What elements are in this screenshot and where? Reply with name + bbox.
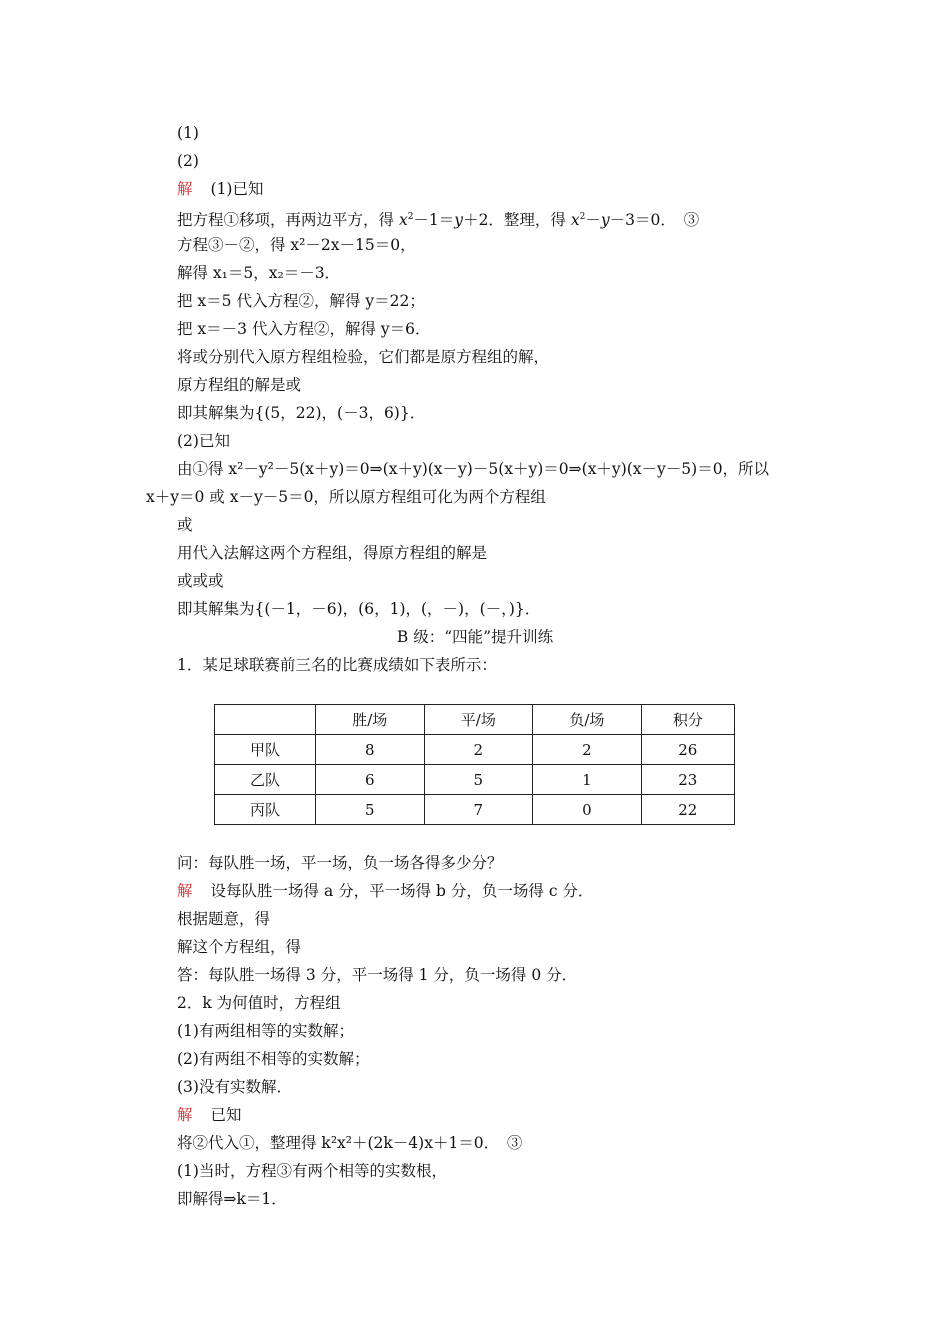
solution-label: 解 bbox=[177, 882, 193, 900]
table-cell: 5 bbox=[424, 765, 533, 795]
table-header: 胜/场 bbox=[316, 705, 425, 735]
text: －3＝0． ③ bbox=[609, 211, 700, 229]
solution-line bbox=[177, 179, 263, 199]
answer-1-solve: 解这个方程组，得 bbox=[177, 938, 302, 956]
exp: 2 bbox=[579, 212, 586, 222]
answer-1-final: 答：每队胜一场得 3 分，平一场得 1 分，负一场得 0 分． bbox=[177, 966, 578, 984]
step-solution-set: 即其解集为{(5，22)，(－3，6)}． bbox=[177, 404, 426, 422]
step-roots: 解得 x₁＝5，x₂＝－3． bbox=[177, 264, 341, 282]
answer-2-case-1: (1)当时，方程③有两个相等的实数根， bbox=[177, 1162, 447, 1180]
step-subtract: 方程③－②，得 x²－2x－15＝0， bbox=[177, 236, 416, 254]
table-cell: 23 bbox=[641, 765, 734, 795]
table-row bbox=[215, 765, 735, 795]
step-sub-5: 把 x＝5 代入方程②，解得 y＝22； bbox=[177, 292, 425, 310]
answer-1-setup bbox=[177, 881, 593, 901]
part2-or: 或 bbox=[177, 516, 193, 534]
answer-1-text: 设每队胜一场得 a 分，平一场得 b 分，负一场得 c 分． bbox=[210, 882, 594, 900]
var: x bbox=[398, 211, 408, 229]
table-row bbox=[215, 735, 735, 765]
part2-split: x＋y＝0 或 x－y－5＝0，所以原方程组可化为两个方程组 bbox=[146, 488, 546, 506]
table-header: 积分 bbox=[641, 705, 734, 735]
question-2-part-1: (1)有两组相等的实数解； bbox=[177, 1022, 354, 1040]
text: 把方程①移项，再两边平方，得 bbox=[177, 211, 399, 229]
table-cell: 甲队 bbox=[215, 735, 316, 765]
step-check: 将或分别代入原方程组检验，它们都是原方程组的解， bbox=[177, 348, 550, 366]
solution-text: (1)已知 bbox=[210, 180, 264, 198]
step-sub-neg3: 把 x＝－3 代入方程②，解得 y＝6． bbox=[177, 320, 431, 338]
table-cell: 0 bbox=[533, 795, 642, 825]
text: － bbox=[585, 211, 601, 229]
exp: 2 bbox=[407, 212, 414, 222]
answer-1-step: 根据题意，得 bbox=[177, 910, 271, 928]
question-1: 1．某足球联赛前三名的比赛成绩如下表所示： bbox=[177, 656, 497, 674]
part2-known: (2)已知 bbox=[177, 432, 230, 450]
question-1-ask: 问：每队胜一场，平一场，负一场各得多少分？ bbox=[177, 854, 503, 872]
question-2-part-3: (3)没有实数解． bbox=[177, 1078, 292, 1096]
table-cell: 7 bbox=[424, 795, 533, 825]
text: ＋2．整理，得 bbox=[463, 211, 571, 229]
table-cell: 8 bbox=[316, 735, 425, 765]
part2-solutions: 或或或 bbox=[177, 572, 224, 590]
var: y bbox=[454, 211, 464, 229]
answer-2-substitute: 将②代入①，整理得 k²x²＋(2k－4)x＋1＝0． ③ bbox=[177, 1134, 523, 1152]
results-table bbox=[214, 704, 735, 825]
answer-2-text: 已知 bbox=[210, 1106, 242, 1124]
table-cell: 26 bbox=[641, 735, 734, 765]
table-header-row bbox=[215, 705, 735, 735]
table-cell: 5 bbox=[316, 795, 425, 825]
answer-2-result: 即解得⇒k＝1． bbox=[177, 1190, 287, 1208]
var: x bbox=[570, 211, 580, 229]
table-header: 负/场 bbox=[533, 705, 642, 735]
question-2: 2．k 为何值时，方程组 bbox=[177, 994, 341, 1012]
part2-factor: 由①得 x²－y²－5(x＋y)＝0⇒(x＋y)(x－y)－5(x＋y)＝0⇒(x＋y)(x－y－5)＝0，所以 bbox=[177, 460, 770, 478]
part-2-label: (2) bbox=[177, 152, 199, 170]
table-cell: 2 bbox=[533, 735, 642, 765]
table-header: 平/场 bbox=[424, 705, 533, 735]
part2-solution-set: 即其解集为{(－1，－6)，(6，1)，(，－)，(－，)}． bbox=[177, 600, 541, 618]
part-1-label: (1) bbox=[177, 124, 199, 142]
solution-label: 解 bbox=[177, 180, 193, 198]
answer-2-known bbox=[177, 1105, 242, 1125]
step-solutions: 原方程组的解是或 bbox=[177, 376, 302, 394]
table-cell: 2 bbox=[424, 735, 533, 765]
section-heading: B 级：“四能”提升训练 bbox=[396, 628, 554, 646]
table-header bbox=[215, 705, 316, 735]
table-cell: 6 bbox=[316, 765, 425, 795]
step-square bbox=[177, 207, 699, 230]
table-cell: 丙队 bbox=[215, 795, 316, 825]
table-cell: 乙队 bbox=[215, 765, 316, 795]
part2-substitute: 用代入法解这两个方程组，得原方程组的解是 bbox=[177, 544, 488, 562]
text: －1＝ bbox=[413, 211, 455, 229]
var: y bbox=[600, 211, 610, 229]
table-cell: 1 bbox=[533, 765, 642, 795]
solution-label: 解 bbox=[177, 1106, 193, 1124]
table-cell: 22 bbox=[641, 795, 734, 825]
table-row bbox=[215, 795, 735, 825]
question-2-part-2: (2)有两组不相等的实数解； bbox=[177, 1050, 370, 1068]
